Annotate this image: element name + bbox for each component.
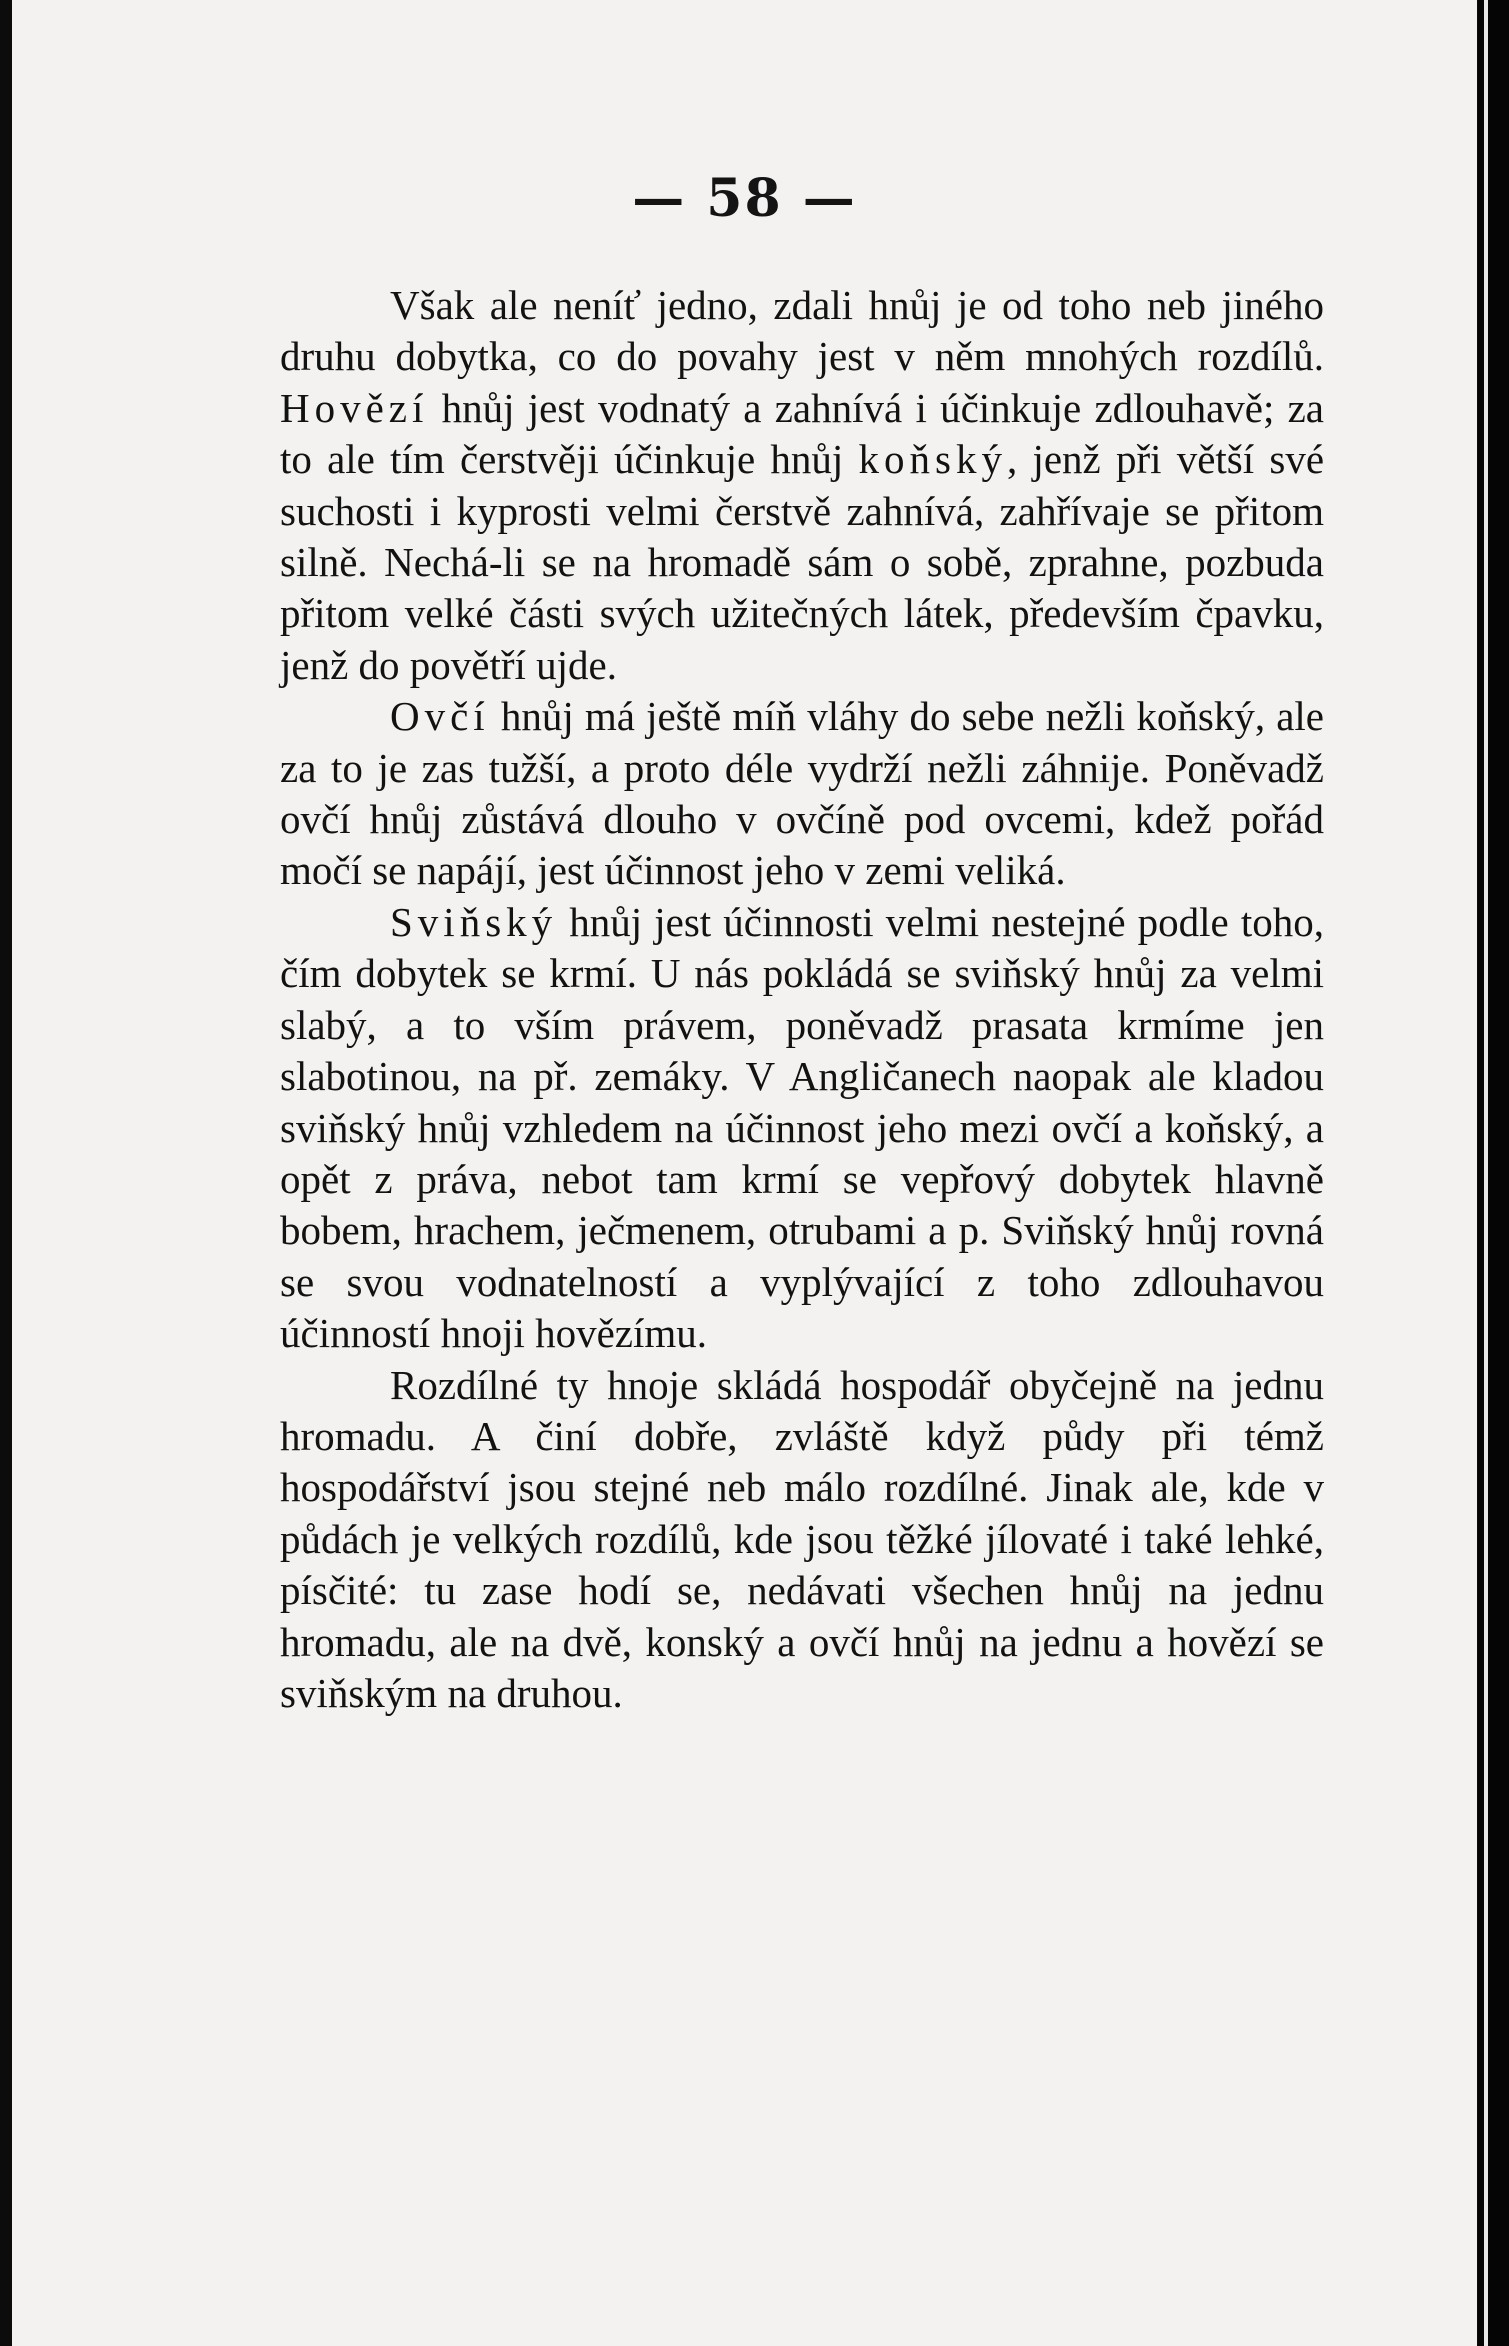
page-number: — 58 — [632,168,857,229]
text-segment: Však ale neníť jedno, zdali hnůj je od toho neb jiného druhu dobytka, co do povahy jest v něm mnohých rozdílů. [280,282,1324,380]
paragraph-4 [280,1360,1324,1720]
paragraph-3 [280,897,1324,1360]
text-segment: Rozdílné ty hnoje skládá hospodář obyčejně na jednu hromadu. A činí dobře, zvláště když půdy při témž hospodářství jsou stejné neb málo rozdílné. Jinak ale, kde v půdách je velkých rozdílů, kde jsou těžké jílovaté i také lehké, písčité: tu zase hodí se, nedávati všechen hnůj na jednu hromadu, ale na dvě, konský a ovčí hnůj na jednu a hovězí se sviňským na druhou. [280,1361,1324,1716]
text-segment: hnůj má ještě míň vláhy do sebe nežli koňský, ale za to je zas tužší, a proto déle vydrží nežli záhnije. Poněvadž ovčí hnůj zůstává dlouho v ovčíně pod ovcemi, kdež pořád močí se napájí, jest účinnost jeho v zemi veliká. [280,693,1324,894]
book-page [12,0,1477,2346]
emphasis-term: Sviňský [390,898,558,945]
scan-border [1478,0,1509,2346]
paragraph-2 [280,691,1324,897]
emphasis-term: koňský [858,436,1008,483]
next-page-edge [1484,0,1488,2346]
text-segment: , jenž při větší své suchosti i kyprosti velmi čerstvě zahnívá, zahřívaje se přitom silně. Nechá-li se na hromadě sám o sobě, zprahne, pozbuda přitom velké části svých užitečných látek, především čpavku, jenž do povětří ujde. [280,436,1325,688]
text-segment: hnůj jest vodnatý a zahnívá i účinkuje zdlouhavě; za to ale tím čerstvěji účinkuje hnůj [280,384,1324,483]
body-text [280,280,1324,1719]
emphasis-term: Hovězí [280,384,429,431]
paragraph-1 [280,280,1324,691]
emphasis-term: Ovčí [390,693,490,740]
text-segment: hnůj jest účinnosti velmi nestejné podle toho, čím dobytek se krmí. U nás pokládá se sviňský hnůj za velmi slabý, a to vším právem, poněvadž prasata krmíme jen slabotinou, na př. zemáky. V Angličanech naopak ale kladou sviňský hnůj vzhledem na účinnost jeho mezi ovčí a koňský, a opět z práva, nebot tam krmí se vepřový dobytek hlavně bobem, hrachem, ječmenem, otrubami a p. Sviňský hnůj rovná se svou vodnatelností a vyplývající z toho zdlouhavou účinností hnoji hovězímu. [280,898,1324,1357]
